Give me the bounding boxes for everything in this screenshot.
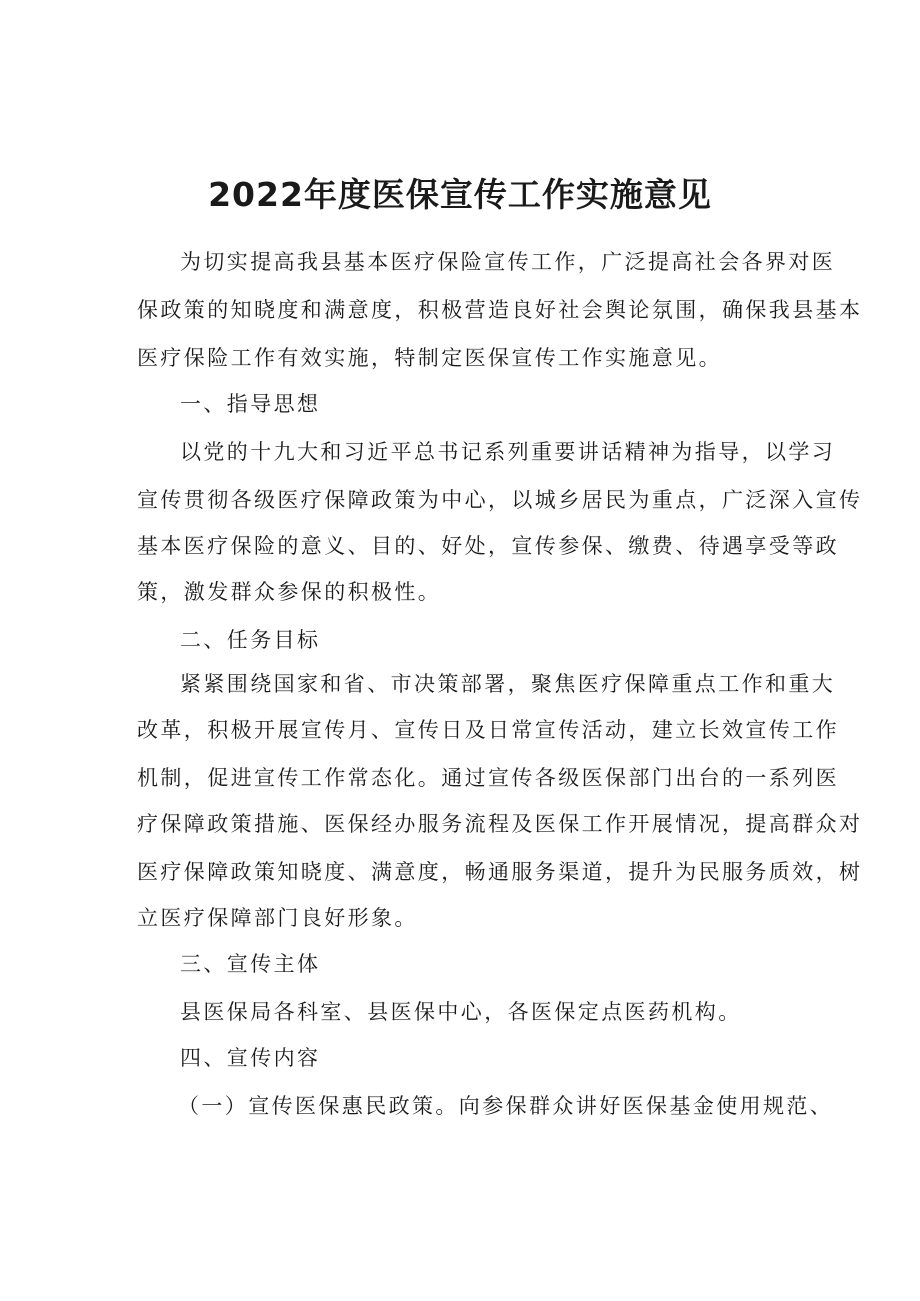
paragraph-line: 县医保局各科室、县医保中心，各医保定点医药机构。 (180, 1000, 742, 1024)
paragraph-line: 宣传贯彻各级医疗保障政策为中心，以城乡居民为重点，广泛深入宣传 (137, 488, 863, 512)
section-heading: 四、宣传内容 (180, 1046, 321, 1070)
section-heading: 二、任务目标 (180, 628, 321, 652)
section-heading: 三、宣传主体 (180, 952, 321, 976)
section-heading: 一、指导思想 (180, 392, 321, 416)
paragraph-line: 改革，积极开展宣传月、宣传日及日常宣传活动，建立长效宣传工作 (137, 718, 839, 742)
paragraph-line: 紧紧围绕国家和省、市决策部署，聚焦医疗保障重点工作和重大 (180, 672, 836, 696)
paragraph-line: 立医疗保障部门良好形象。 (137, 906, 418, 930)
paragraph-line: 医疗保障政策知晓度、满意度，畅通服务渠道，提升为民服务质效，树 (137, 860, 863, 884)
paragraph-line: 以党的十九大和习近平总书记系列重要讲话精神为指导，以学习 (180, 440, 836, 464)
paragraph-line: 机制，促进宣传工作常态化。通过宣传各级医保部门出台的一系列医 (137, 766, 839, 790)
document-title: 2022年度医保宣传工作实施意见 (208, 175, 712, 214)
paragraph-line: （一）宣传医保惠民政策。向参保群众讲好医保基金使用规范、 (178, 1094, 834, 1118)
paragraph-line: 为切实提高我县基本医疗保险宣传工作，广泛提高社会各界对医 (180, 250, 836, 274)
paragraph-line: 策，激发群众参保的积极性。 (137, 580, 442, 604)
paragraph-line: 疗保障政策措施、医保经办服务流程及医保工作开展情况，提高群众对 (137, 812, 863, 836)
paragraph-line: 基本医疗保险的意义、目的、好处，宣传参保、缴费、待遇享受等政 (137, 534, 839, 558)
paragraph-line: 保政策的知晓度和满意度，积极营造良好社会舆论氛围，确保我县基本 (137, 298, 863, 322)
paragraph-line: 医疗保险工作有效实施，特制定医保宣传工作实施意见。 (137, 346, 722, 370)
